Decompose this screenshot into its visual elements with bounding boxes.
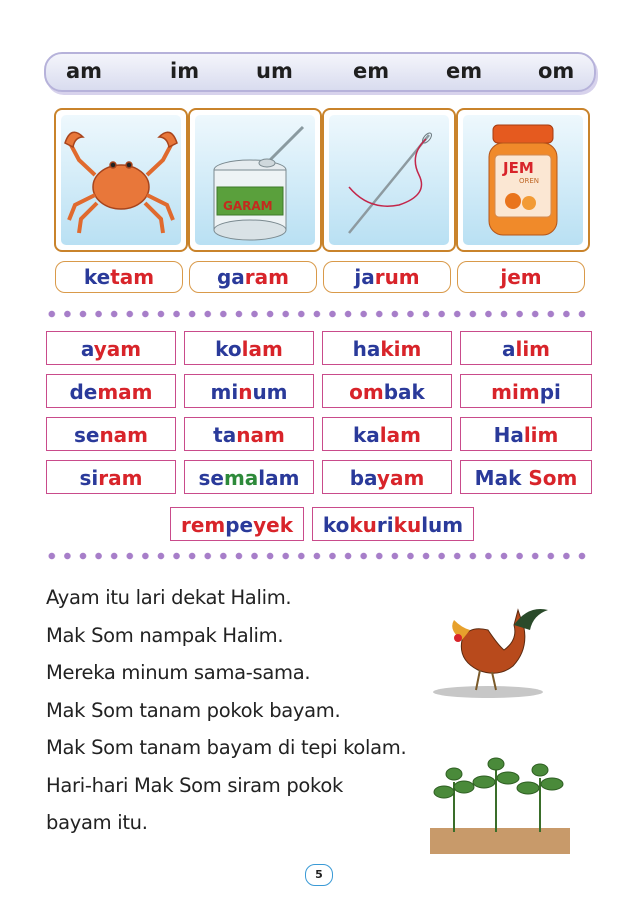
word-box: [312, 507, 474, 541]
word-part: mam: [97, 380, 153, 404]
picture-card-salt: [188, 108, 322, 252]
word-box: [460, 331, 592, 365]
word-part: ke: [83, 265, 111, 289]
syllable: em: [353, 59, 390, 83]
word-part: si: [79, 466, 99, 490]
sentence-line: bayam itu.: [46, 811, 148, 834]
word-part: a: [80, 337, 94, 361]
picture-card-needle: [322, 108, 456, 252]
picture-word: [457, 261, 585, 293]
picture-word: [55, 261, 183, 293]
spinach-plants-icon: [424, 752, 576, 860]
word-part: ta: [213, 423, 237, 447]
word-box: [46, 417, 176, 451]
word-part: jem: [500, 265, 542, 289]
word-part: yek: [253, 513, 294, 537]
word-part: lim: [523, 423, 559, 447]
word-part: nam: [99, 423, 149, 447]
word-part: mi: [210, 380, 239, 404]
word-box: [184, 331, 314, 365]
word-part: kim: [380, 337, 422, 361]
picture-card-jam: [456, 108, 590, 252]
dotted-divider: [44, 552, 592, 560]
syllable: om: [538, 59, 575, 83]
word-part: ka: [353, 423, 380, 447]
word-part: ja: [354, 265, 375, 289]
word-part: yam: [93, 337, 142, 361]
sentence-line: Mak Som nampak Halim.: [46, 623, 284, 647]
word-part: lum: [421, 513, 464, 537]
word-part: ku: [393, 513, 422, 537]
word-part: de: [69, 380, 98, 404]
sentence-line: Hari-hari Mak Som siram pokok: [46, 773, 343, 797]
word-box: [184, 417, 314, 451]
word-part: om: [349, 380, 384, 404]
word-box: [322, 417, 452, 451]
syllable: um: [256, 59, 293, 83]
word-part: ga: [216, 265, 245, 289]
word-part: ko: [322, 513, 350, 537]
word-part: tam: [110, 265, 155, 289]
rooster-icon: [418, 600, 558, 700]
word-part: mim: [491, 380, 540, 404]
word-part: n: [238, 380, 253, 404]
syllable: im: [170, 59, 200, 83]
word-part: Mak: [474, 466, 529, 490]
syllable: em: [446, 59, 483, 83]
word-part: ram: [98, 466, 143, 490]
word-part: rem: [180, 513, 226, 537]
picture-card-crab: [54, 108, 188, 252]
word-box: [46, 460, 176, 494]
word-part: pi: [539, 380, 561, 404]
needle-icon: [329, 115, 449, 245]
word-box: [46, 331, 176, 365]
word-part: lim: [515, 337, 551, 361]
dotted-divider: [44, 310, 592, 318]
word-box: [460, 417, 592, 451]
word-part: ram: [244, 265, 289, 289]
word-box: [184, 460, 314, 494]
word-part: lam: [241, 337, 283, 361]
jam-jar-sublabel: OREN: [519, 177, 540, 185]
word-part: ma: [223, 466, 259, 490]
word-box: [184, 374, 314, 408]
word-part: ha: [352, 337, 381, 361]
page-number: 5: [305, 864, 333, 886]
word-part: um: [252, 380, 288, 404]
salt-jar-icon: [195, 115, 315, 245]
word-box: [170, 507, 304, 541]
word-part: lam: [379, 423, 421, 447]
word-part: yam: [376, 466, 425, 490]
word-box: [322, 331, 452, 365]
word-part: ba: [349, 466, 377, 490]
word-part: Som: [528, 466, 578, 490]
word-box: [322, 374, 452, 408]
word-part: a: [501, 337, 516, 361]
syllable: am: [66, 59, 103, 83]
jam-jar-label: JEM: [503, 159, 534, 177]
word-part: se: [198, 466, 224, 490]
word-part: ku: [349, 513, 377, 537]
word-box: [460, 374, 592, 408]
word-part: Ha: [493, 423, 524, 447]
word-part: ri: [376, 513, 394, 537]
word-part: bak: [383, 380, 425, 404]
word-part: se: [73, 423, 100, 447]
crab-icon: [61, 115, 181, 245]
picture-word: [323, 261, 451, 293]
word-box: [322, 460, 452, 494]
sentence-line: Mak Som tanam pokok bayam.: [46, 698, 341, 722]
salt-jar-label: GARAM: [223, 199, 273, 213]
sentence-line: Ayam itu lari dekat Halim.: [46, 586, 292, 609]
picture-word: [189, 261, 317, 293]
word-part: lam: [258, 466, 300, 490]
word-box: [460, 460, 592, 494]
word-part: pe: [225, 513, 254, 537]
word-box: [46, 374, 176, 408]
syllable-bar: [44, 52, 596, 92]
word-part: rum: [374, 265, 420, 289]
word-part: ko: [215, 337, 242, 361]
sentence-line: Mereka minum sama-sama.: [46, 661, 311, 684]
word-part: nam: [236, 423, 285, 447]
sentence-line: Mak Som tanam bayam di tepi kolam.: [46, 736, 407, 759]
